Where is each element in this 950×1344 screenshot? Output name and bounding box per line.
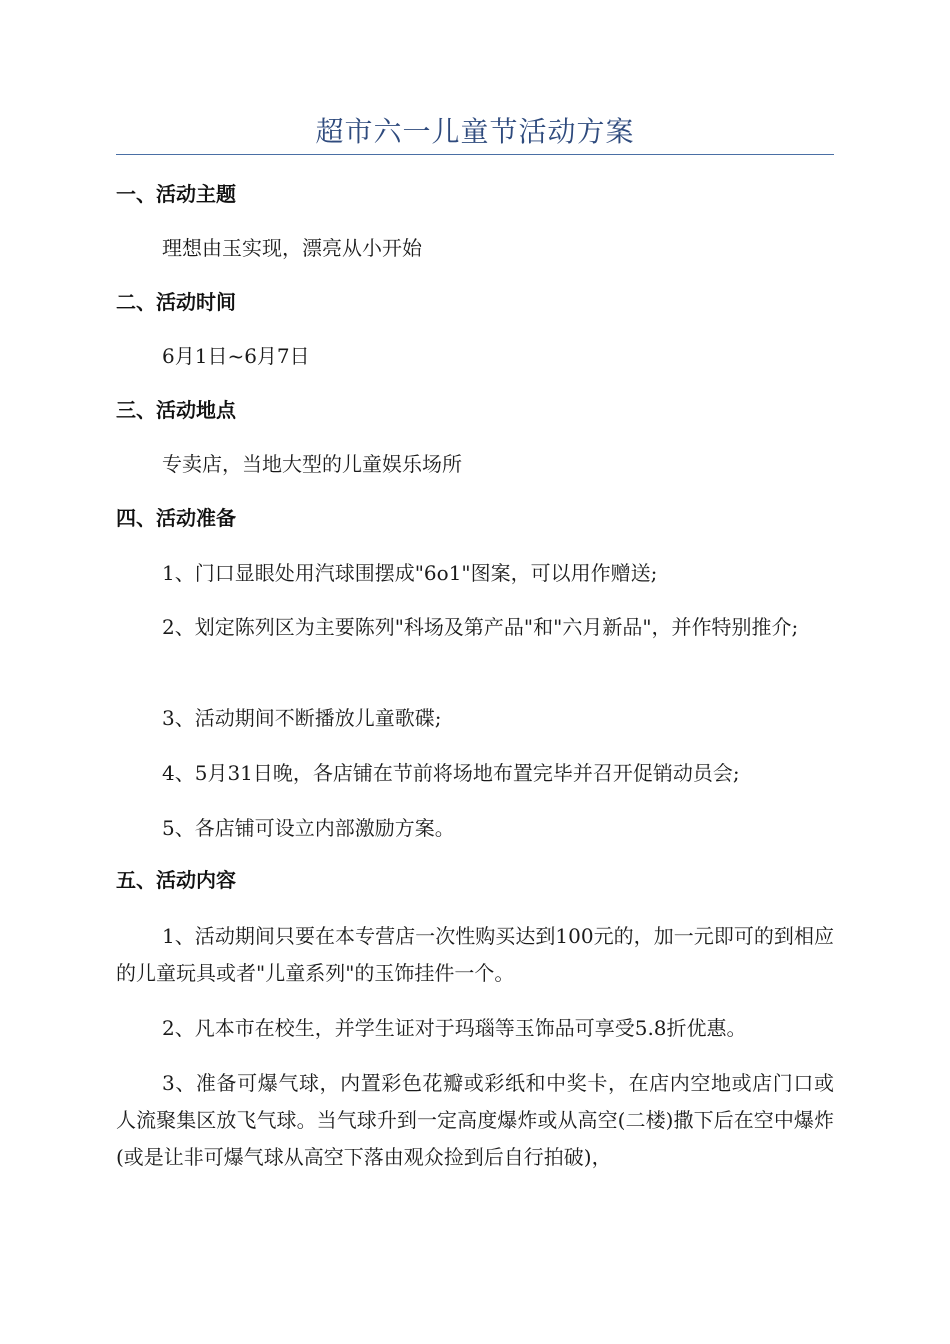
section-paragraph: 2、划定陈列区为主要陈列"科场及第产品"和"六月新品"，并作特别推介; [162, 615, 799, 639]
section-paragraph: 理想由玉实现，漂亮从小开始 [162, 236, 422, 260]
section-paragraph: 专卖店，当地大型的儿童娱乐场所 [162, 452, 462, 476]
document-title: 超市六一儿童节活动方案 [315, 115, 635, 148]
section-paragraph: 3、活动期间不断播放儿童歌碟; [162, 706, 442, 730]
section-paragraph: 4、5月31日晚，各店铺在节前将场地布置完毕并召开促销动员会; [162, 761, 740, 785]
section-paragraph: 3、准备可爆气球，内置彩色花瓣或彩纸和中奖卡，在店内空地或店门口或人流聚集区放飞气球。当气球升到一定高度爆炸或从高空(二楼)撒下后在空中爆炸(或是让非可爆气球从高空下落由观众捡到后自行拍破)， [116, 1071, 834, 1169]
section-paragraph: 6月1日~6月7日 [162, 344, 310, 368]
section-paragraph: 2、凡本市在校生，并学生证对于玛瑙等玉饰品可享受5.8折优惠。 [162, 1016, 747, 1040]
title-divider [116, 154, 834, 155]
section-heading-preparation: 四、活动准备 [116, 506, 236, 530]
section-heading-time: 二、活动时间 [116, 290, 236, 314]
section-paragraph: 1、门口显眼处用汽球围摆成"6o1"图案，可以用作赠送; [162, 561, 658, 585]
section-paragraph: 5、各店铺可设立内部激励方案。 [162, 816, 455, 840]
section-paragraph: 1、活动期间只要在本专营店一次性购买达到100元的，加一元即可的到相应的儿童玩具或者"儿童系列"的玉饰挂件一个。 [116, 924, 834, 985]
section-heading-content: 五、活动内容 [116, 868, 236, 892]
section-heading-location: 三、活动地点 [116, 398, 236, 422]
section-heading-theme: 一、活动主题 [116, 182, 236, 206]
